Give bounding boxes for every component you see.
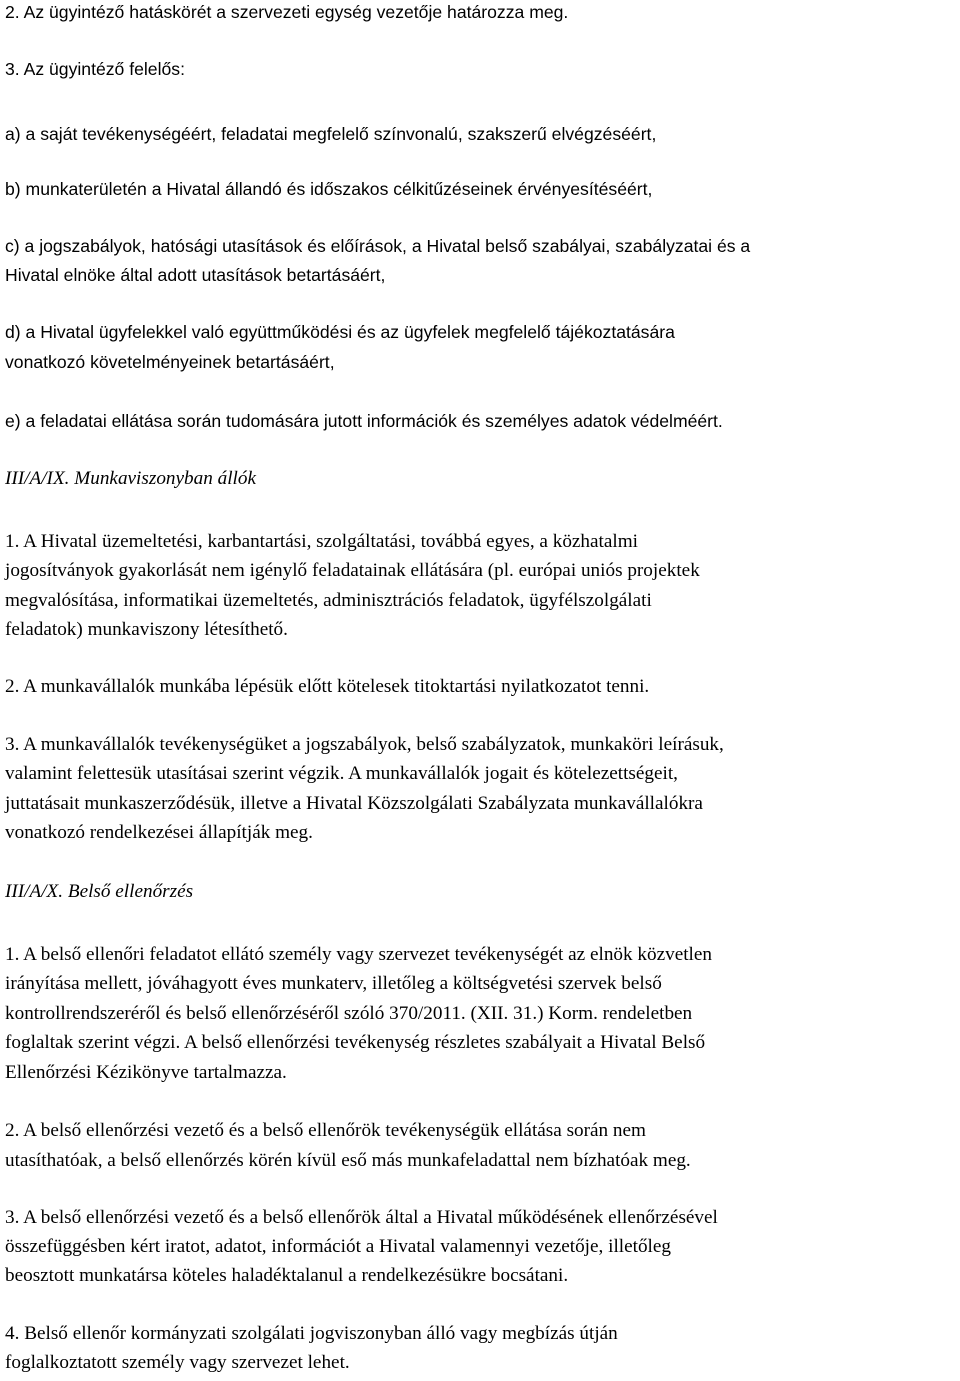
munkaviszony-paragraph-3-line-4: vonatkozó rendelkezései állapítják meg. (5, 822, 313, 843)
paragraph-2-line-1: 2. Az ügyintéző hatáskörét a szervezeti egység vezetője határozza meg. (5, 2, 569, 22)
list-item-c-line-1: c) a jogszabályok, hatósági utasítások és előírások, a Hivatal belső szabályai, szabályzatai és a (5, 236, 751, 256)
list-item-e: e) a feladatai ellátása során tudomására jutott információk és személyes adatok védelméért. (5, 411, 723, 431)
ellenorzes-paragraph-3-line-3: beosztott munkatársa köteles haladéktalanul a rendelkezésükre bocsátani. (5, 1265, 569, 1286)
ellenorzes-paragraph-1-line-4: foglaltak szerint végzi. A belső ellenőrzési tevékenység részletes szabályait a Hivatal Belső (5, 1032, 706, 1053)
ellenorzes-paragraph-1-line-5: Ellenőrzési Kézikönyve tartalmazza. (5, 1062, 287, 1083)
munkaviszony-paragraph-2: 2. A munkavállalók munkába lépésük előtt kötelesek titoktartási nyilatkozatot tenni. (5, 676, 650, 697)
ellenorzes-paragraph-2-line-2: utasíthatóak, a belső ellenőrzés körén kívül eső más munkafeladattal nem bízhatóak meg. (5, 1150, 691, 1171)
list-item-a: a) a saját tevékenységéért, feladatai megfelelő színvonalú, szakszerű elvégzéséért, (5, 124, 657, 144)
munkaviszony-paragraph-1-line-2: jogosítványok gyakorlását nem igénylő feladatainak ellátására (pl. európai uniós projektek (5, 560, 700, 581)
ellenorzes-paragraph-1-line-2: irányítása mellett, jóváhagyott éves munkaterv, illetőleg a költségvetési szervek belső (5, 973, 662, 994)
ellenorzes-paragraph-4-line-2: foglalkoztatott személy vagy szervezet lehet. (5, 1352, 350, 1373)
munkaviszony-paragraph-1-line-4: feladatok) munkaviszony létesíthető. (5, 619, 288, 640)
ellenorzes-paragraph-3-line-2: összefüggésben kért iratot, adatot, információt a Hivatal valamennyi vezetője, illetőleg (5, 1236, 671, 1257)
ellenorzes-paragraph-1-line-3: kontrollrendszeréről és belső ellenőrzéséről szóló 370/2011. (XII. 31.) Korm. rendeletben (5, 1003, 693, 1024)
ellenorzes-paragraph-3-line-1: 3. A belső ellenőrzési vezető és a belső ellenőrök által a Hivatal működésének ellenőrzésével (5, 1207, 718, 1228)
ellenorzes-paragraph-1-line-1: 1. A belső ellenőri feladatot ellátó személy vagy szervezet tevékenységét az elnök közvetlen (5, 944, 712, 965)
section-heading-munkaviszonyban: III/A/IX. Munkaviszonyban állók (5, 468, 256, 489)
section-heading-belso-ellenorzes: III/A/X. Belső ellenőrzés (5, 881, 194, 902)
ellenorzes-paragraph-4-line-1: 4. Belső ellenőr kormányzati szolgálati jogviszonyban álló vagy megbízás útján (5, 1323, 618, 1344)
paragraph-3-line-1: 3. Az ügyintéző felelős: (5, 59, 185, 79)
munkaviszony-paragraph-1-line-1: 1. A Hivatal üzemeltetési, karbantartási, szolgáltatási, továbbá egyes, a közhatalmi (5, 531, 638, 552)
munkaviszony-paragraph-3-line-3: juttatásait munkaszerződésük, illetve a Hivatal Közszolgálati Szabályzata munkavállalókra (5, 793, 703, 814)
list-item-d-line-1: d) a Hivatal ügyfelekkel való együttműködési és az ügyfelek megfelelő tájékoztatására (5, 322, 675, 342)
list-item-d-line-2: vonatkozó követelményeinek betartásáért, (5, 352, 335, 372)
munkaviszony-paragraph-1-line-3: megvalósítása, informatikai üzemeltetés, adminisztrációs feladatok, ügyfélszolgálati (5, 590, 652, 611)
ellenorzes-paragraph-2-line-1: 2. A belső ellenőrzési vezető és a belső ellenőrök tevékenységük ellátása során nem (5, 1120, 646, 1141)
list-item-c-line-2: Hivatal elnöke által adott utasítások betartásáért, (5, 265, 386, 285)
munkaviszony-paragraph-3-line-1: 3. A munkavállalók tevékenységüket a jogszabályok, belső szabályzatok, munkaköri leírásuk, (5, 734, 724, 755)
munkaviszony-paragraph-3-line-2: valamint felettesük utasításai szerint végzik. A munkavállalók jogait és kötelezettségeit, (5, 763, 678, 784)
list-item-b: b) munkaterületén a Hivatal állandó és időszakos célkitűzéseinek érvényesítéséért, (5, 179, 653, 199)
